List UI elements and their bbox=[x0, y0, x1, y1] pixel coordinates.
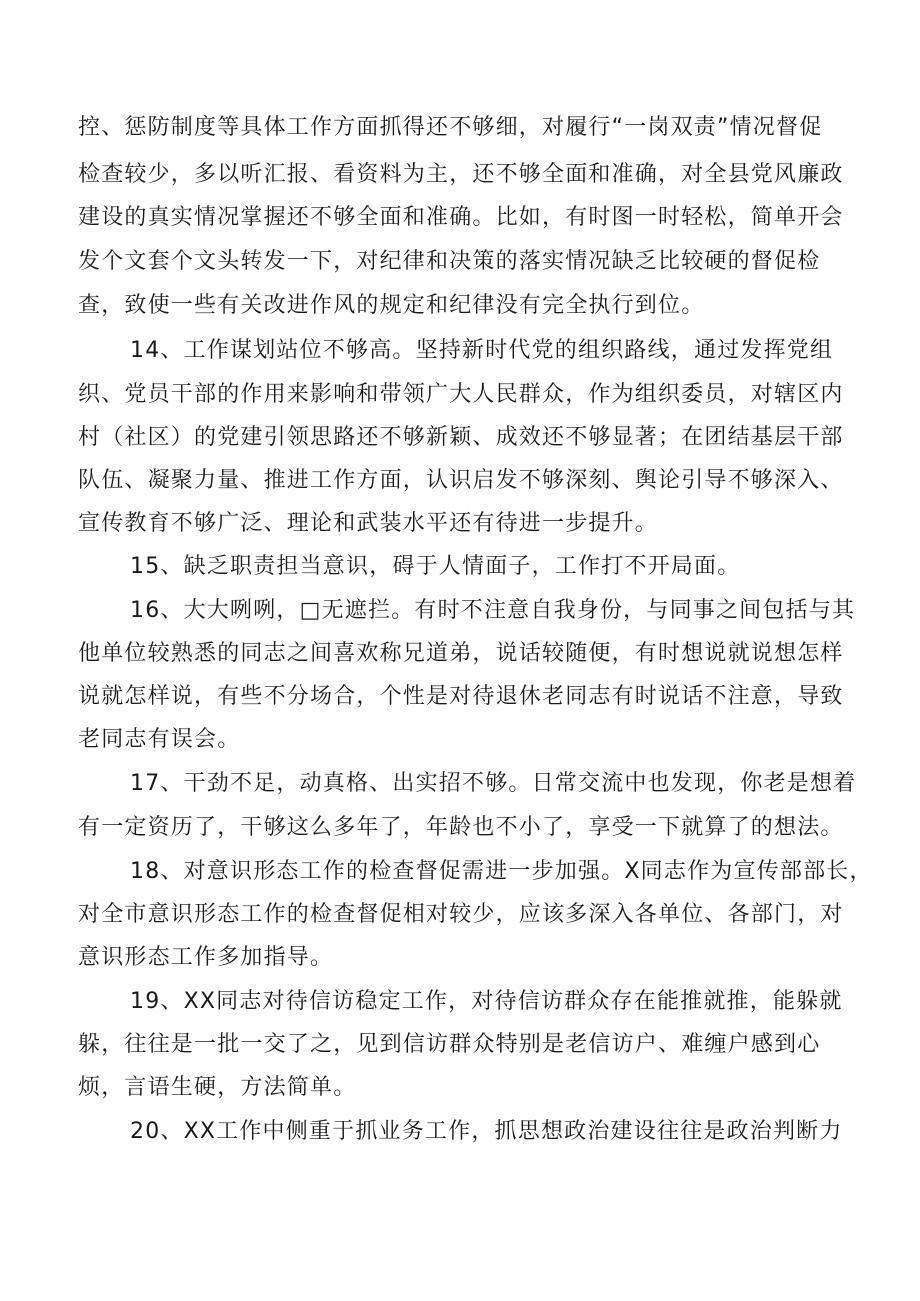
text-line: 检查较少，多以听汇报、看资料为主，还不够全面和准确，对全县党风廉政 bbox=[78, 162, 844, 187]
text-line: 老同志有误会。 bbox=[78, 727, 241, 752]
text-line: 对全市意识形态工作的检查督促相对较少，应该多深入各单位、各部门，对 bbox=[78, 902, 844, 927]
text-line: 队伍、凝聚力量、推进工作方面，认识启发不够深刻、舆论引导不够深入、 bbox=[78, 468, 844, 493]
paragraph-20-start: 20、XX工作中侧重于抓业务工作，抓思想政治建设往往是政治判断力 bbox=[130, 1119, 843, 1144]
text-line: 宣传教育不够广泛、理论和武装水平还有待进一步提升。 bbox=[78, 511, 659, 536]
text-line: 他单位较熟悉的同志之间喜欢称兄道弟，说话较随便，有时想说就说想怎样 bbox=[78, 641, 844, 666]
text-line: 有一定资历了，干够这么多年了，年龄也不小了，享受一下就算了的想法。 bbox=[78, 815, 844, 840]
paragraph-18-start: 18、对意识形态工作的检查督促需进一步加强。X同志作为宣传部部长， bbox=[130, 859, 873, 884]
paragraph-17-start: 17、干劲不足，动真格、出实招不够。日常交流中也发现，你老是想着 bbox=[130, 771, 857, 796]
paragraph-16-start: 16、大大咧咧，□无遮拦。有时不注意自我身份，与同事之间包括与其 bbox=[130, 598, 856, 623]
text-line: 意识形态工作多加指导。 bbox=[78, 945, 334, 970]
text-line: 建设的真实情况掌握还不够全面和准确。比如，有时图一时轻松，简单开会 bbox=[78, 205, 844, 230]
text-line: 躲，往往是一批一交了之，见到信访群众特别是老信访户、难缠户感到心 bbox=[78, 1032, 821, 1057]
paragraph-14-start: 14、工作谋划站位不够高。坚持新时代党的组织路线，通过发挥党组 bbox=[130, 338, 834, 363]
text-line: 说就怎样说，有些不分场合，个性是对待退休老同志有时说话不注意，导致 bbox=[78, 684, 844, 709]
text-line: 村（社区）的党建引领思路还不够新颖、成效还不够显著；在团结基层干部 bbox=[78, 425, 844, 450]
text-line: 烦，言语生硬，方法简单。 bbox=[78, 1075, 357, 1100]
paragraph-19-start: 19、XX同志对待信访稳定工作，对待信访群众存在能推就推，能躲就 bbox=[130, 989, 843, 1014]
paragraph-15: 15、缺乏职责担当意识，碍于人情面子，工作打不开局面。 bbox=[130, 554, 741, 579]
text-line: 发个文套个文头转发一下，对纪律和决策的落实情况缺乏比较硬的督促检 bbox=[78, 249, 821, 274]
text-line: 查，致使一些有关改进作风的规定和纪律没有完全执行到位。 bbox=[78, 293, 705, 318]
text-line: 织、党员干部的作用来影响和带领广大人民群众，作为组织委员，对辖区内 bbox=[78, 382, 844, 407]
text-line: 控、惩防制度等具体工作方面抓得还不够细，对履行“一岗双责”情况督促 bbox=[78, 115, 823, 140]
